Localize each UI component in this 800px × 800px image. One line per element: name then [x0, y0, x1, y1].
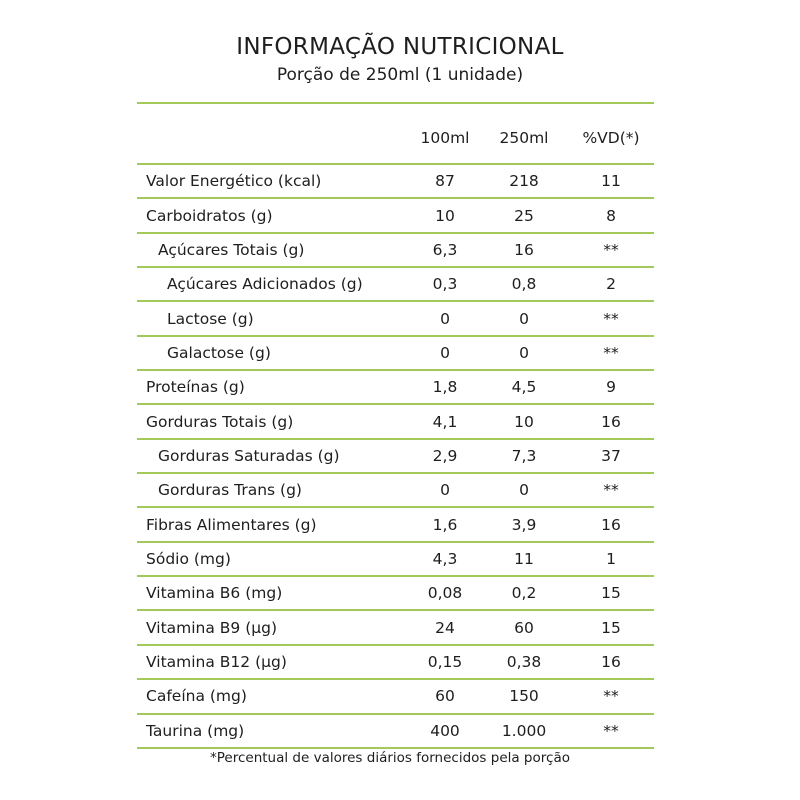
value-100ml: 0 — [440, 343, 450, 362]
daily-value-percent: ** — [603, 240, 619, 259]
table-row — [137, 440, 654, 474]
table-row — [137, 337, 654, 371]
value-250ml: 0 — [519, 481, 529, 500]
table-row — [137, 234, 654, 268]
column-header-250ml: 250ml — [499, 129, 549, 147]
nutrient-label: Sódio (mg) — [146, 549, 231, 568]
value-250ml: 0 — [519, 309, 529, 328]
daily-value-percent: 15 — [601, 618, 621, 637]
nutrient-label: Proteínas (g) — [146, 378, 245, 397]
value-100ml: 1,8 — [432, 378, 458, 397]
value-250ml: 11 — [514, 549, 534, 568]
value-100ml: 2,9 — [432, 446, 458, 465]
nutrient-label: Cafeína (mg) — [146, 687, 247, 706]
value-100ml: 60 — [435, 687, 455, 706]
nutrient-label: Vitamina B6 (mg) — [146, 584, 283, 603]
value-250ml: 4,5 — [511, 378, 537, 397]
table-row — [137, 680, 654, 714]
daily-value-percent: 37 — [601, 446, 621, 465]
daily-value-percent: ** — [603, 309, 619, 328]
nutrient-label: Fibras Alimentares (g) — [146, 515, 317, 534]
table-row — [137, 715, 654, 749]
value-250ml: 7,3 — [511, 446, 537, 465]
value-100ml: 1,6 — [432, 515, 458, 534]
nutrition-table — [137, 102, 654, 749]
nutrient-label: Açúcares Adicionados (g) — [167, 275, 363, 294]
value-100ml: 0,08 — [427, 584, 463, 603]
nutrient-label: Lactose (g) — [167, 309, 254, 328]
value-100ml: 24 — [435, 618, 455, 637]
daily-value-percent: 16 — [601, 515, 621, 534]
nutrient-label: Gorduras Saturadas (g) — [158, 446, 340, 465]
value-100ml: 0,3 — [432, 275, 458, 294]
daily-value-percent: 16 — [601, 652, 621, 671]
table-row — [137, 577, 654, 611]
daily-value-percent: 1 — [606, 549, 616, 568]
table-header-row — [137, 104, 654, 165]
column-header-vd: %VD(*) — [582, 129, 640, 147]
nutrient-label: Taurina (mg) — [146, 721, 245, 740]
value-250ml: 25 — [514, 206, 534, 225]
value-100ml: 0 — [440, 481, 450, 500]
value-250ml: 150 — [509, 687, 539, 706]
daily-value-percent: 8 — [606, 206, 616, 225]
value-100ml: 87 — [435, 172, 455, 191]
table-row — [137, 371, 654, 405]
value-250ml: 0,2 — [511, 584, 537, 603]
value-250ml: 60 — [514, 618, 534, 637]
value-100ml: 6,3 — [432, 240, 458, 259]
daily-value-percent: ** — [603, 721, 619, 740]
value-100ml: 4,3 — [432, 549, 458, 568]
nutrient-label: Carboidratos (g) — [146, 206, 273, 225]
column-header-100ml: 100ml — [420, 129, 470, 147]
table-row — [137, 165, 654, 199]
serving-size: Porção de 250ml (1 unidade) — [276, 65, 524, 85]
daily-value-percent: 16 — [601, 412, 621, 431]
value-250ml: 0,8 — [511, 275, 537, 294]
table-row — [137, 302, 654, 336]
table-title: INFORMAÇÃO NUTRICIONAL — [236, 34, 564, 60]
table-row — [137, 508, 654, 542]
table-row — [137, 543, 654, 577]
table-body — [137, 165, 654, 749]
table-row — [137, 405, 654, 439]
value-100ml: 0,15 — [427, 652, 463, 671]
footnote: *Percentual de valores diários fornecidos pela porção — [210, 750, 570, 766]
value-250ml: 0,38 — [506, 652, 542, 671]
value-250ml: 3,9 — [511, 515, 537, 534]
daily-value-percent: ** — [603, 687, 619, 706]
nutrient-label: Galactose (g) — [167, 343, 271, 362]
nutrient-label: Açúcares Totais (g) — [158, 240, 305, 259]
table-row — [137, 268, 654, 302]
value-100ml: 10 — [435, 206, 455, 225]
nutrient-label: Vitamina B9 (µg) — [146, 618, 278, 637]
table-row — [137, 199, 654, 233]
daily-value-percent: 9 — [606, 378, 616, 397]
table-row — [137, 646, 654, 680]
value-100ml: 4,1 — [432, 412, 458, 431]
daily-value-percent: 11 — [601, 172, 621, 191]
daily-value-percent: ** — [603, 343, 619, 362]
nutrient-label: Valor Energético (kcal) — [146, 172, 322, 191]
nutrient-label: Gorduras Trans (g) — [158, 481, 302, 500]
value-250ml: 10 — [514, 412, 534, 431]
value-100ml: 400 — [430, 721, 460, 740]
value-250ml: 1.000 — [501, 721, 547, 740]
daily-value-percent: ** — [603, 481, 619, 500]
value-250ml: 0 — [519, 343, 529, 362]
value-250ml: 16 — [514, 240, 534, 259]
value-100ml: 0 — [440, 309, 450, 328]
table-row — [137, 474, 654, 508]
value-250ml: 218 — [509, 172, 539, 191]
nutrient-label: Vitamina B12 (µg) — [146, 652, 287, 671]
daily-value-percent: 2 — [606, 275, 616, 294]
table-row — [137, 611, 654, 645]
daily-value-percent: 15 — [601, 584, 621, 603]
nutrient-label: Gorduras Totais (g) — [146, 412, 294, 431]
